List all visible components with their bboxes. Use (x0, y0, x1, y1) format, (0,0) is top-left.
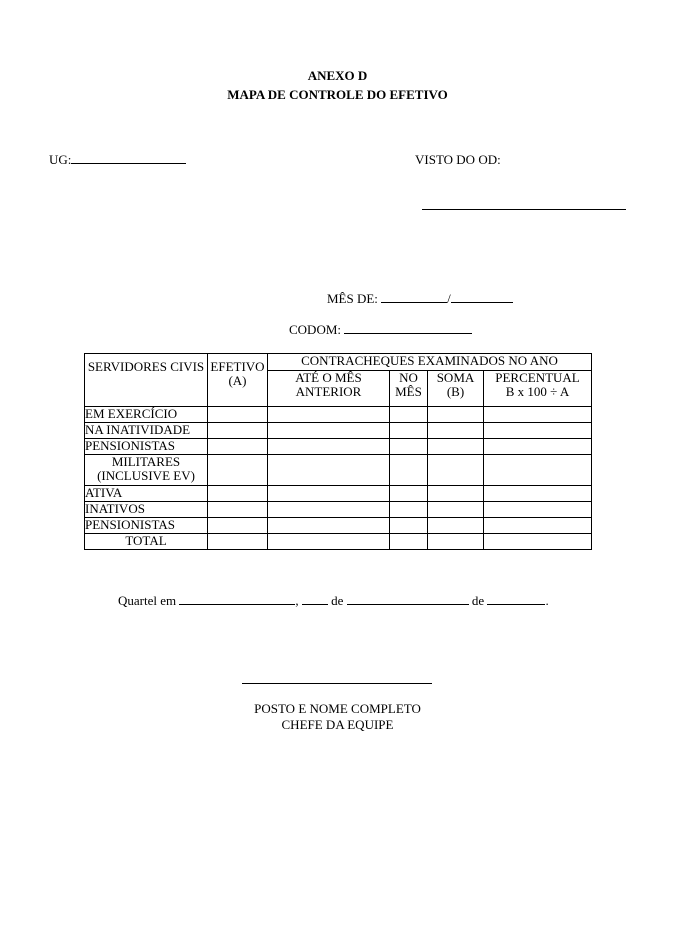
cell[interactable] (268, 439, 390, 455)
subheader-soma: SOMA (B) (428, 371, 484, 407)
row-label: PENSIONISTAS (85, 439, 208, 455)
efetivo-table (84, 353, 592, 550)
cell[interactable] (484, 423, 592, 439)
quartel-comma: , (295, 593, 299, 608)
table-row (85, 423, 592, 439)
row-label: EM EXERCÍCIO (85, 407, 208, 423)
cell[interactable] (428, 407, 484, 423)
row-label: TOTAL (85, 534, 208, 550)
cell[interactable] (208, 455, 268, 486)
cell[interactable] (390, 518, 428, 534)
cell[interactable] (390, 534, 428, 550)
ano-footer-blank-line (487, 593, 545, 605)
ug-field (49, 152, 186, 168)
mes-field (327, 291, 513, 307)
dia-blank-line (302, 593, 328, 605)
ano-blank-line (451, 291, 513, 303)
row-label: NA INATIVIDADE (85, 423, 208, 439)
cell[interactable] (208, 502, 268, 518)
ug-blank-line (71, 152, 186, 164)
subheader-percentual (484, 371, 592, 407)
cell[interactable] (208, 486, 268, 502)
header-contracheques: CONTRACHEQUES EXAMINADOS NO ANO (268, 354, 592, 371)
codom-field (289, 322, 472, 338)
cell[interactable] (484, 534, 592, 550)
cell[interactable] (484, 407, 592, 423)
cell[interactable] (428, 423, 484, 439)
table-row (85, 455, 592, 486)
cell[interactable] (484, 502, 592, 518)
table-row (85, 518, 592, 534)
cell[interactable] (428, 534, 484, 550)
cell[interactable] (390, 439, 428, 455)
cell[interactable] (268, 423, 390, 439)
cell[interactable] (428, 518, 484, 534)
form-title: MAPA DE CONTROLE DO EFETIVO (227, 87, 448, 102)
quartel-line (118, 593, 549, 609)
cell[interactable] (268, 486, 390, 502)
visto-signature-line (422, 209, 626, 210)
header-servidores: SERVIDORES CIVIS (85, 354, 208, 407)
signature-caption-1: POSTO E NOME COMPLETO (254, 701, 421, 716)
mes-separator: / (447, 291, 451, 306)
cell[interactable] (428, 486, 484, 502)
de-label-1: de (331, 593, 344, 608)
cell[interactable] (208, 423, 268, 439)
table-row (85, 486, 592, 502)
cell[interactable] (390, 423, 428, 439)
cell[interactable] (390, 502, 428, 518)
ug-label: UG: (49, 152, 72, 167)
header-efetivo: EFETIVO (A) (208, 354, 268, 407)
codom-label: CODOM: (289, 322, 342, 337)
cell[interactable] (208, 407, 268, 423)
cell[interactable] (268, 455, 390, 486)
subheader-no-mes: NO MÊS (390, 371, 428, 407)
percentual-formula: B x 100 ÷ A (505, 384, 570, 400)
cell[interactable] (484, 486, 592, 502)
cell[interactable] (484, 518, 592, 534)
cell[interactable] (208, 518, 268, 534)
cell[interactable] (268, 518, 390, 534)
cell[interactable] (428, 439, 484, 455)
table-row (85, 534, 592, 550)
row-label: PENSIONISTAS (85, 518, 208, 534)
cell[interactable] (208, 439, 268, 455)
percentual-label: PERCENTUAL (495, 370, 580, 386)
cell[interactable] (268, 534, 390, 550)
quartel-label: Quartel em (118, 593, 177, 608)
cell[interactable] (208, 534, 268, 550)
cell[interactable] (390, 455, 428, 486)
cell[interactable] (390, 486, 428, 502)
row-label: MILITARES (INCLUSIVE EV) (85, 455, 208, 486)
codom-blank-line (344, 322, 472, 334)
signature-caption-2: CHEFE DA EQUIPE (281, 717, 394, 732)
cell[interactable] (484, 439, 592, 455)
cell[interactable] (390, 407, 428, 423)
cell[interactable] (428, 502, 484, 518)
table-row (85, 502, 592, 518)
annex-title: ANEXO D (307, 68, 368, 83)
table-row (85, 439, 592, 455)
cell[interactable] (268, 407, 390, 423)
mes-extenso-blank-line (347, 593, 469, 605)
chefe-signature-line (242, 683, 432, 684)
row-label: INATIVOS (85, 502, 208, 518)
row-label: ATIVA (85, 486, 208, 502)
cell[interactable] (428, 455, 484, 486)
mes-label: MÊS DE: (327, 291, 378, 306)
table-row (85, 407, 592, 423)
local-blank-line (179, 593, 295, 605)
de-label-2: de (471, 593, 485, 608)
quartel-period: . (545, 593, 549, 608)
cell[interactable] (268, 502, 390, 518)
subheader-ate-mes-anterior: ATÉ O MÊS ANTERIOR (268, 371, 390, 407)
cell[interactable] (484, 455, 592, 486)
visto-label: VISTO DO OD: (415, 152, 501, 167)
mes-blank-line (381, 291, 447, 303)
